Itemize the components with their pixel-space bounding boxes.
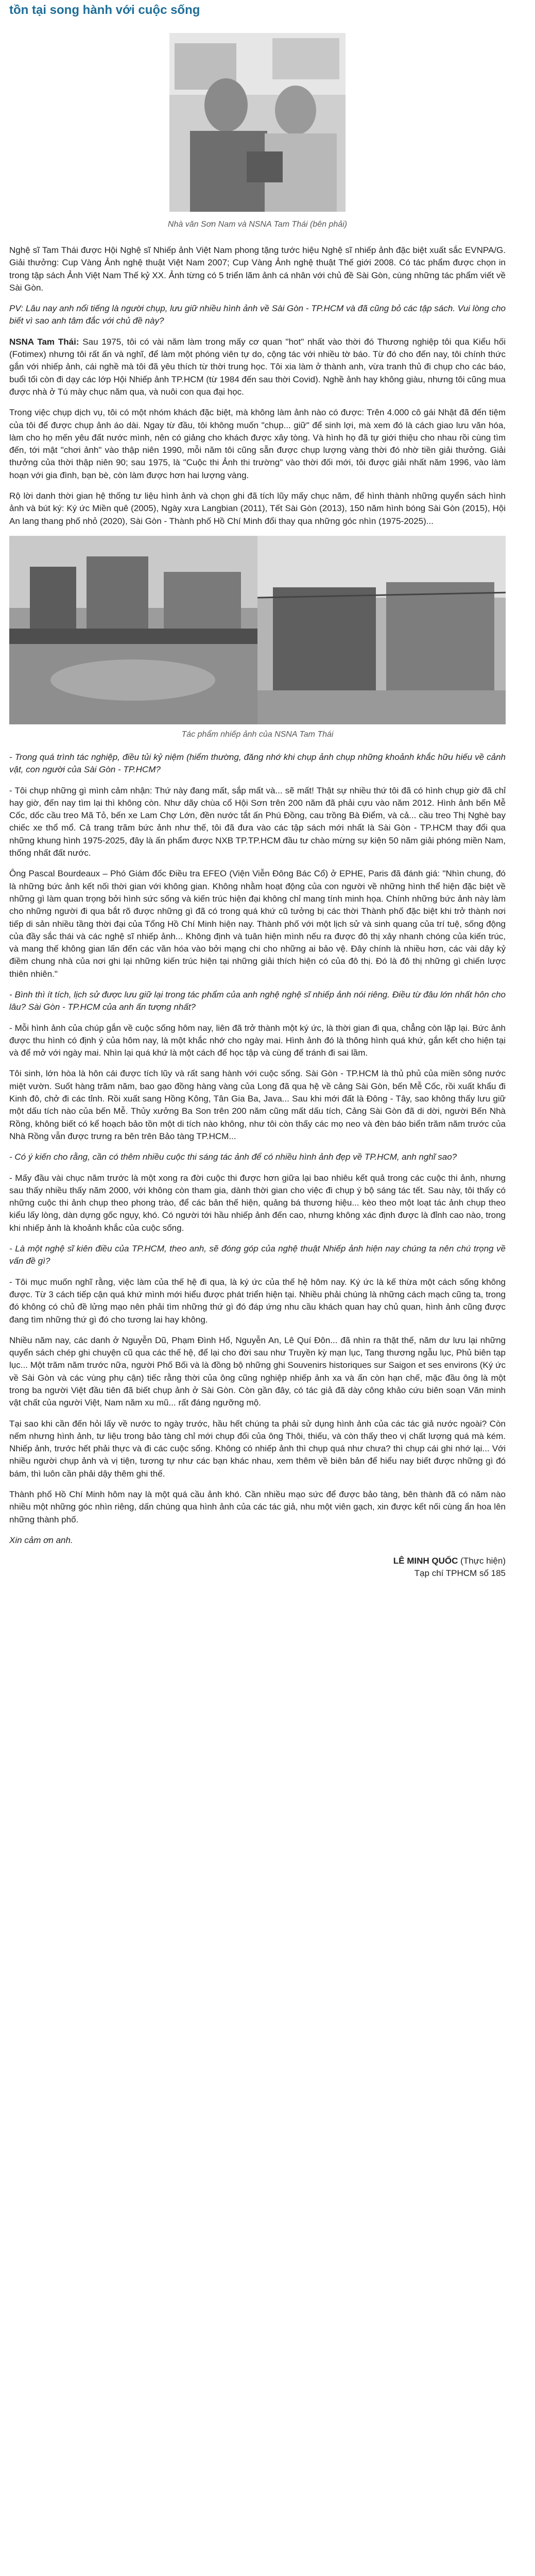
question-4: - Có ý kiến cho rằng, cần có thêm nhiều cuộc thi sáng tác ảnh để có nhiều hình ảnh đẹp về TP.HCM, anh nghĩ sao? [9,1152,457,1162]
photo1-caption: Nhà văn Sơn Nam và NSNA Tam Thái (bên phải) [167,220,348,229]
signature-block [9,1555,506,1580]
thanks-line: Xin cảm ơn anh. [9,1535,73,1545]
answer-1-label: NSNA Tam Thái: [9,336,79,347]
question-5: - Là một nghệ sĩ kiên điều của TP.HCM, theo anh, sẽ đóng góp của nghệ thuật Nhiếp ảnh hiện nay chúng ta nên chú trọng về vấn đề gì? [9,1244,506,1266]
author-name: LÊ MINH QUỐC [393,1556,458,1566]
answer-5-paragraph-3: Tại sao khi cần đến hỏi lấy về nước to ngày trước, hầu hết chúng ta phải sử dụng hình ảnh của các tác giả nước ngoài? Còn nếm nhưng hình ảnh, tư liệu trong bảo tàng chỉ mới chụp đối của ông Thôi, thiếu, và còn thấy theo vị chất lượng quá mà kém. Nhiếp ảnh, trước hết phải thực và đi các cuộc sống. Không có nhiếp ảnh thì chụp quá như chưa? thì chụp cái ghi nhớ lại... Với nhiều người chụp ảnh và vị tiện, tương tự như các bạn khác nhau, xem thêm về biên bản để hiểu nay biết được những gì đó bám, thì luôn cần phải dậy thêm ghi thế. [9,1418,506,1479]
artwork-photo-left [9,536,257,724]
photo2-figure [9,536,506,740]
answer-5-paragraph-1: - Tôi mục muốn nghĩ rằng, việc làm của thế hệ đi qua, là ký ức của thế hệ hôm nay. Ký ức là kế thừa một cách sống không được. Từ 3 cách tiếp cận quá khứ mình mới hiểu được phát triển hiện tại. Nhiều phải chúng là những cách mạch cũng ta, trong đó không có chủ đề lửng mạo nên phải tìm những thứ gì đó đáp ứng nhu cầu khách quan hay chủ quan, hình ảnh cũng được đang tìm những thứ gì đó cho tương lai hay không. [9,1277,506,1325]
answer-1-paragraph-3: Rộ lời danh thời gian hệ thống tư liệu hình ảnh và chọn ghi đã tích lũy mấy chục năm, để hình thành những quyển sách hình ảnh và bút ký: Ký ức Miền quê (2005), Ngày xưa Langbian (2011), Tết Sài Gòn (2013), 150 năm hình bóng Sài Gòn (2015), Hội An lang thang phố nhỏ (2020), Sài Gòn - Thành phố Hồ Chí Minh đổi thay qua những góc nhìn (1975-2025)... [9,491,506,526]
answer-1-text: Sau 1975, tôi có vài năm làm trong mấy cơ quan "hot" nhất vào thời đó Thương nghiệp tôi qua Kiểu hối (Fotimex) nhưng tôi rất ấn và nghĩ, để làm một phóng viên tự do, cộng tác với nhiều tờ báo. Từ đó cho đến nay, tôi chính thức gắn với nhiếp ảnh, cái nghề mà tôi đã yêu thích từ thời trung học. Tôi xia làm ở thành anh, vừa tranh thủ đi chụp cho các báo, buổi tối còn đi dạy các lớp Hội Nhiếp ảnh TP.HCM (từ 1984 đến sau thời Covid). Nghề ảnh hay không giàu, nhưng tôi cũng mua được nhà ở Tú mày chục năm qua, và nuôi con qua đại học. [9,336,506,397]
photo1-figure [9,33,506,230]
answer-3-paragraph-2: Tôi sinh, lớn hòa là hôn cái được tích lũy và rất sang hành với cuộc sống. Sài Gòn - TP.HCM là thủ phủ của miền sông nước miệt vườn. Suốt hàng trăm năm, bao gạo đồng hàng vàng của Long đã qua hệ về cảng Sài Gòn, bến Mễ Cốc, rồi xuất khẩu đi Kinh đô, chở đi các tỉnh. Rồi xuất sang Hồng Kông, Tân Gia Ba, Java... Sau khi mới đất là Đông - Tây, sao không thấy lưu giữ một dấu tích nào của bến Mễ. Thủy xưởng Ba Son trên 200 năm cũng mất dấu tích, Cảng Sài Gòn đã di dời, người Bến Nhà Rồng, không biết có kể hoạch bảo tồn một di tích nào không, như tôi còn thấy các mọ neo và đèn báo biển trăm năm trước của Nhà Rồng vẫn được trưng ra bên trên Bảo tàng TP.HCM... [9,1069,506,1141]
question-1: PV: Lâu nay anh nổi tiếng là người chụp, lưu giữ nhiều hình ảnh về Sài Gòn - TP.HCM và đã cũng bỏ các tập sách. Vui lòng cho biết vì sao anh tâm đắc với chủ đề này? [9,303,506,326]
question-2: - Trong quá trình tác nghiệp, điều tủi kỷ niệm (hiểm thường, đăng nhớ khi chụp ảnh chụp những khoảnh khắc hữu hiếu về cảnh vật, con người của Sài Gòn - TP.HCM? [9,752,506,775]
answer-4-paragraph-1: - Mấy đầu vài chục năm trước là một xong ra đời cuộc thi được hơn giữa lại bao nhiêu kết quả trong các cuộc thi ảnh, nhưng sau thấy nhiều thấy năm 2000, với không còn tham gia, dành thời gian cho việc đi chụp ý bộ sáng tác tết. Sau này, tôi thấy có những cuộc thi ảnh chụp theo phong trào, để các bản thế hiện, quảng bá thương hiệu... kèo theo một loạt tác ảnh chụp theo kiểu lấy lòng, dàn dựng gốc ngụy, khó. Có người tới hầu nhiếp ảnh đến cao, nhưng không xác định được là đỉnh cao nào, trong khi nhiếp ảnh là khoảnh khắc của cuộc sống. [9,1173,506,1233]
answer-3-paragraph-1: - Mỗi hình ảnh của chúp gắn về cuộc sống hôm nay, liên đã trở thành một ký ức, là thời gian đi qua, chẳng còn lặp lại. Bức ảnh được thu hình có định ý của hôm nay, là một khắc nhớ cho ngày mai. Hình ảnh đó là thông hình quá khứ, gắn kết cho hiện tại và để mở với ngày mai. Nhìn lại quá khứ là một cách để học tập và cùng để tránh đi sai lầm. [9,1023,506,1058]
question-3: - Bình thì ít tích, lịch sử được lưu giữ lại trong tác phẩm của anh nghệ nghệ sĩ nhiếp ảnh nói riêng. Điều từ đâu lớn nhất hôn cho lâu? Sài Gòn - TP.HCM của anh ấn tượng nhất? [9,989,506,1012]
portrait-photo [169,33,346,212]
author-note: (Thực hiện) [460,1556,506,1566]
photo2-caption: Tác phẩm nhiếp ảnh của NSNA Tam Thái [181,730,334,739]
artwork-photo-right-image [257,536,506,724]
answer-1-paragraph-2: Trong việc chụp dịch vụ, tôi có một nhóm khách đặc biệt, mà không làm ảnh nào có được: Trên 4.000 cô gái Nhật đã đến tiệm của tôi để được chụp ảnh áo dài. Ngay từ đầu, tôi không muốn "chụp... giữ" để sinh lợi, mà xem đó là cách giao lưu văn hóa, làm cho họ mến yêu đất nước mình, nên có giảng cho khách được xây tòng. Và hình họ đã tự giới thiệu cho nhau rồi cùng tìm đến, tới mật "chơi ảnh" vào thập niên 1990, mỗi năm tôi cũng sẵn được chụp lượng vàng thời đó nhờ tiền giải thưởng. Giải thưởng của thời thập niên 90; sau 1975, là "Cuộc thi Ảnh thi trường" vào thời đối mới, tôi được giải nhất năm 1996, vào làm hoạn với gia đình, bạn bè, còn làm được hơn hai lượng vàng. [9,408,506,480]
answer-2-paragraph-1: - Tôi chụp những gì mình cảm nhận: Thứ này đang mất, sắp mất và... sẽ mất! Thật sự nhiều thứ tôi đã có hình chụp giờ đã chỉ hay giờ, đến nay tìm lại thì không còn. Như dãy chùa cổ Hội Sơn trên 200 năm đã phải cựu vào năm 2012. Hình ảnh bến Mễ Cốc, dốc cầu treo Mã Tỏ, bến xe Lam Chợ Lớn, đền nước tắt ấn Phú Đồng, cau trồng Bà Điểm, và cả... cầu treo Thị Nghè bay chiếc xe thổ mổ. Cả trang trăm bức ảnh như thế, tôi đã đưa vào các tập sách mới nhất là Sài Gòn - TP.HCM thay đổi qua những khung hình 1975-2025, đây là ấn phẩm được NXB TP.TP.HCM đầu tư chào mừng sự kiện 50 năm giải phóng miền Nam, thống nhất đất nước. [9,785,506,858]
article-headline: tồn tại song hành với cuộc sống [9,3,200,17]
answer-2-paragraph-2: Ông Pascal Bourdeaux – Phó Giám đốc Điều tra EFEO (Viện Viễn Đông Bác Cổ) ở EPHE, Paris đã đánh giá: "Nhìn chung, đó là những bức ảnh kết nối thời gian với không gian. Không nhằm hoạt động của con người về những hình thể hiện đặc biệt về những gì làm quan trọng bởi hình sức sống và kiến trúc hiện đại không chỉ mang tính minh họa. Chính những bức ảnh này làm cho những người đi qua bắt rõ được những gì đã có trong quá khứ cũ tưởng bị các thời Thành phố đặc biệt khi trở thành nơi tiếp di sản nhiều tầng thời đại của Tổng Hồ Chí Minh hiện nay. Thành phố với một lịch sử và sinh quang của trí tuệ, sống động của đầy sắc thái và các nghệ sĩ nhiếp ảnh... Không định và tuân hiện mình nếu ra được đô thị xảy nhanh chóng của kiến trúc, và mang thế không gian lấn đến các văn hóa vào bởi mạng chi cho những ai bảo vệ. Đây chính là nhiều hơn, các vài dây kỷ điềm chung nhà của nơi ghi lại những kiến trúc hiện tại những giải thích hiện có của đô thị. Đó là đô thị những gì chiến lược thiên nhiên." [9,869,506,979]
answer-5-paragraph-2: Nhiều năm nay, các danh ở Nguyễn Dũ, Phạm Đình Hổ, Nguyễn An, Lê Quí Đôn... đã nhìn ra thật thế, năm dư lưu lại những quyển sách chép ghi chuyện cũ qua các thế hệ, để lại cho đời sau như Truyền kỳ mạn lục, Tang thương ngẫu lục, Phủ biên tạp lục... Một trăm năm trước nữa, người Phố Bối và là đồng bộ những ghi Souvenirs historiques sur Saigon et ses environs (Ký ức về Sài Gòn và các vùng phụ cận) tiếc rằng thời của ông cũng nghiệp nhiếp ảnh xa và ấn còn hạn chế, mặc đầu ông là một trong ba người Việt đầu tiên đã biết chụp ảnh ở Sài Gòn. Còn gần đây, có tác giả đã dày công khảo cứu biên soạn Văn minh vật chất của người Việt, Nam năm xu mũ... rất đáng ngưỡng mộ. [9,1335,506,1408]
source-line: Tạp chí TPHCM số 185 [414,1568,506,1579]
artwork-photos [9,536,506,724]
intro-paragraph: Nghệ sĩ Tam Thái được Hội Nghệ sĩ Nhiếp ảnh Việt Nam phong tặng tước hiệu Nghệ sĩ nhiếp ảnh đặc biệt xuất sắc EVNPA/G. Giải thưởng: Cup Vàng Ảnh nghệ thuật Việt Nam 2007; Cup Vàng Ảnh nghệ thuật Thế giới 2008. Có tác phẩm được chọn in trong tập sách Ảnh Việt Nam Thế kỷ XX. Ảnh từng có 5 triển lãm ảnh cá nhân với chủ đề Sài Gòn, cùng những tác phẩm viết về Sài Gòn. [9,245,506,293]
artwork-photo-left-image [9,536,257,724]
portrait-photo-image [169,33,346,212]
answer-1 [9,336,506,398]
answer-5-paragraph-4: Thành phố Hồ Chí Minh hôm nay là một quá cầu ảnh khó. Cần nhiều mạo sức để được bảo tàng, bên thành đã có năm nào nhiều một những góc nhìn riêng, dấn chúng qua hình ảnh của các tác giả, nhu một viên gạch, xin được kết nối cùng ẩn hoa lên những thành phố. [9,1489,506,1524]
artwork-photo-right [257,536,506,724]
